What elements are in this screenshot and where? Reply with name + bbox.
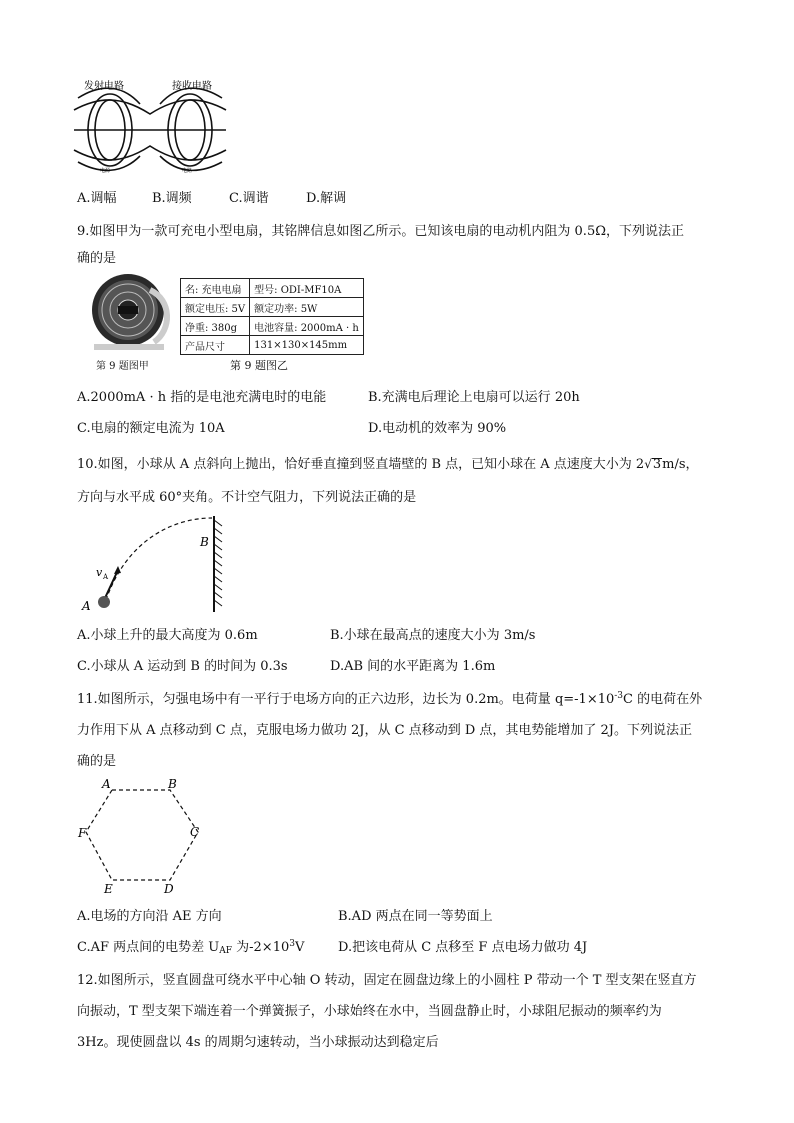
q12-stem-line2: 向振动，T 型支架下端连着一个弹簧振子，小球始终在水中，当圆盘静止时，小球阻尼振动的频率约为 [77, 1004, 662, 1019]
projectile-figure [76, 512, 226, 614]
q9-stem-line2: 确的是 [77, 251, 117, 266]
q11-stem-line1 [77, 688, 702, 707]
q10-stem-text-b: m/s， [662, 457, 699, 472]
q11-option-c-sub: AF [219, 946, 232, 956]
q11-option-b[interactable]: B.AD 两点在同一等势面上 [338, 909, 493, 924]
q8-option-d[interactable]: D.解调 [306, 191, 347, 206]
fig-small-left: 电源 [100, 168, 111, 174]
q9-option-a[interactable]: A.2000mA · h 指的是电池充满电时的电能 [77, 390, 327, 405]
q11-option-c-sup: 3 [289, 939, 295, 949]
spec-cell: 额定功率: 5W [250, 298, 364, 317]
spec-cell: 名: 充电电扇 [181, 279, 250, 298]
vertex-c: C [190, 825, 200, 839]
q10-option-d[interactable]: D.AB 间的水平距离为 1.6m [330, 659, 496, 674]
q11-option-c-text-c: V [294, 940, 305, 955]
label-velocity-sub: A [103, 573, 109, 581]
fig-label-receive: 接收电路 [172, 81, 212, 92]
q10-option-c[interactable]: C.小球从 A 运动到 B 的时间为 0.3s [77, 659, 288, 674]
q8-option-a[interactable]: A.调幅 [77, 191, 117, 206]
q10-stem-text-a: 10.如图，小球从 A 点斜向上抛出，恰好垂直撞到竖直墙壁的 B 点，已知小球在 A 点速度大小为 2 [77, 457, 645, 472]
spec-cell: 额定电压: 5V [181, 298, 250, 317]
q10-stem-line1: 10.如图，小球从 A 点斜向上抛出，恰好垂直撞到竖直墙壁的 B 点，已知小球在 A 点速度大小为 2√3m/s， [77, 457, 699, 472]
vertex-d: D [164, 882, 174, 896]
coil-circuit-figure [70, 78, 230, 174]
fan-photo [80, 270, 176, 360]
q10-option-a[interactable]: A.小球上升的最大高度为 0.6m [77, 628, 258, 643]
label-b: B [200, 535, 209, 549]
q9-option-b[interactable]: B.充满电后理论上电扇可以运行 20h [368, 390, 580, 405]
q8-option-b[interactable]: B.调频 [152, 191, 192, 206]
q10-stem-line2: 方向与水平成 60°夹角。不计空气阻力，下列说法正确的是 [77, 490, 417, 505]
q12-stem-line3: 3Hz。现使圆盘以 4s 的周期匀速转动，当小球振动达到稳定后 [77, 1035, 439, 1050]
q11-stem-text-a: 11.如图所示，匀强电场中有一平行于电场方向的正六边形，边长为 0.2m。电荷量 q=-1×10 [77, 692, 615, 707]
spec-cell: 产品尺寸 [181, 336, 250, 355]
q11-stem-text-b: C 的电荷在外 [623, 692, 703, 707]
table-caption: 第 9 题图乙 [230, 359, 288, 372]
spec-row [181, 279, 364, 298]
spec-cell: 131×130×145mm [250, 336, 364, 355]
q11-stem-line2: 力作用下从 A 点移动到 C 点，克服电场力做功 2J，从 C 点移动到 D 点，其电势能增加了 2J。下列说法正 [77, 723, 692, 738]
spec-row [181, 317, 364, 336]
q10-option-b[interactable]: B.小球在最高点的速度大小为 3m/s [330, 628, 536, 643]
q8-option-c[interactable]: C.调谐 [229, 191, 269, 206]
spec-nameplate [180, 278, 364, 355]
q10-sqrt-value: 3 [652, 457, 662, 472]
vertex-e: E [104, 882, 113, 896]
q11-option-d[interactable]: D.把该电荷从 C 点移至 F 点电场力做功 4J [338, 940, 588, 955]
q11-option-c-text-b: 为-2×10 [232, 940, 290, 955]
vertex-a: A [102, 777, 111, 791]
spec-cell: 电池容量: 2000mA · h [250, 317, 364, 336]
hexagon-figure [74, 776, 214, 896]
q11-option-c-text-a: C.AF 两点间的电势差 U [77, 940, 220, 955]
q9-option-d[interactable]: D.电动机的效率为 90% [368, 421, 507, 436]
q11-option-c[interactable] [77, 936, 304, 956]
q9-option-c[interactable]: C.电扇的额定电流为 10A [77, 421, 225, 436]
fig-label-transmit: 发射电路 [84, 81, 124, 92]
q11-option-a[interactable]: A.电场的方向沿 AE 方向 [77, 909, 222, 924]
spec-cell: 净重: 380g [181, 317, 250, 336]
vertex-b: B [168, 777, 177, 791]
q9-stem-line1: 9.如图甲为一款可充电小型电扇，其铭牌信息如图乙所示。已知该电扇的电动机内阻为 0.5Ω，下列说法正 [77, 224, 684, 239]
vertex-f: F [78, 826, 87, 840]
q12-stem-line1: 12.如图所示，竖直圆盘可绕水平中心轴 O 转动，固定在圆盘边缘上的小圆柱 P 带动一个 T 型支架在竖直方 [77, 973, 697, 988]
q11-stem-line3: 确的是 [77, 754, 117, 769]
q11-exponent: -3 [614, 691, 624, 701]
label-velocity: v [96, 566, 103, 579]
spec-row [181, 336, 364, 355]
spec-row [181, 298, 364, 317]
spec-table [180, 278, 364, 355]
spec-cell: 型号: ODI-MF10A [250, 279, 364, 298]
label-a: A [82, 599, 91, 613]
fig-small-right: 电路 [182, 168, 193, 174]
fan-caption: 第 9 题图甲 [96, 361, 149, 372]
